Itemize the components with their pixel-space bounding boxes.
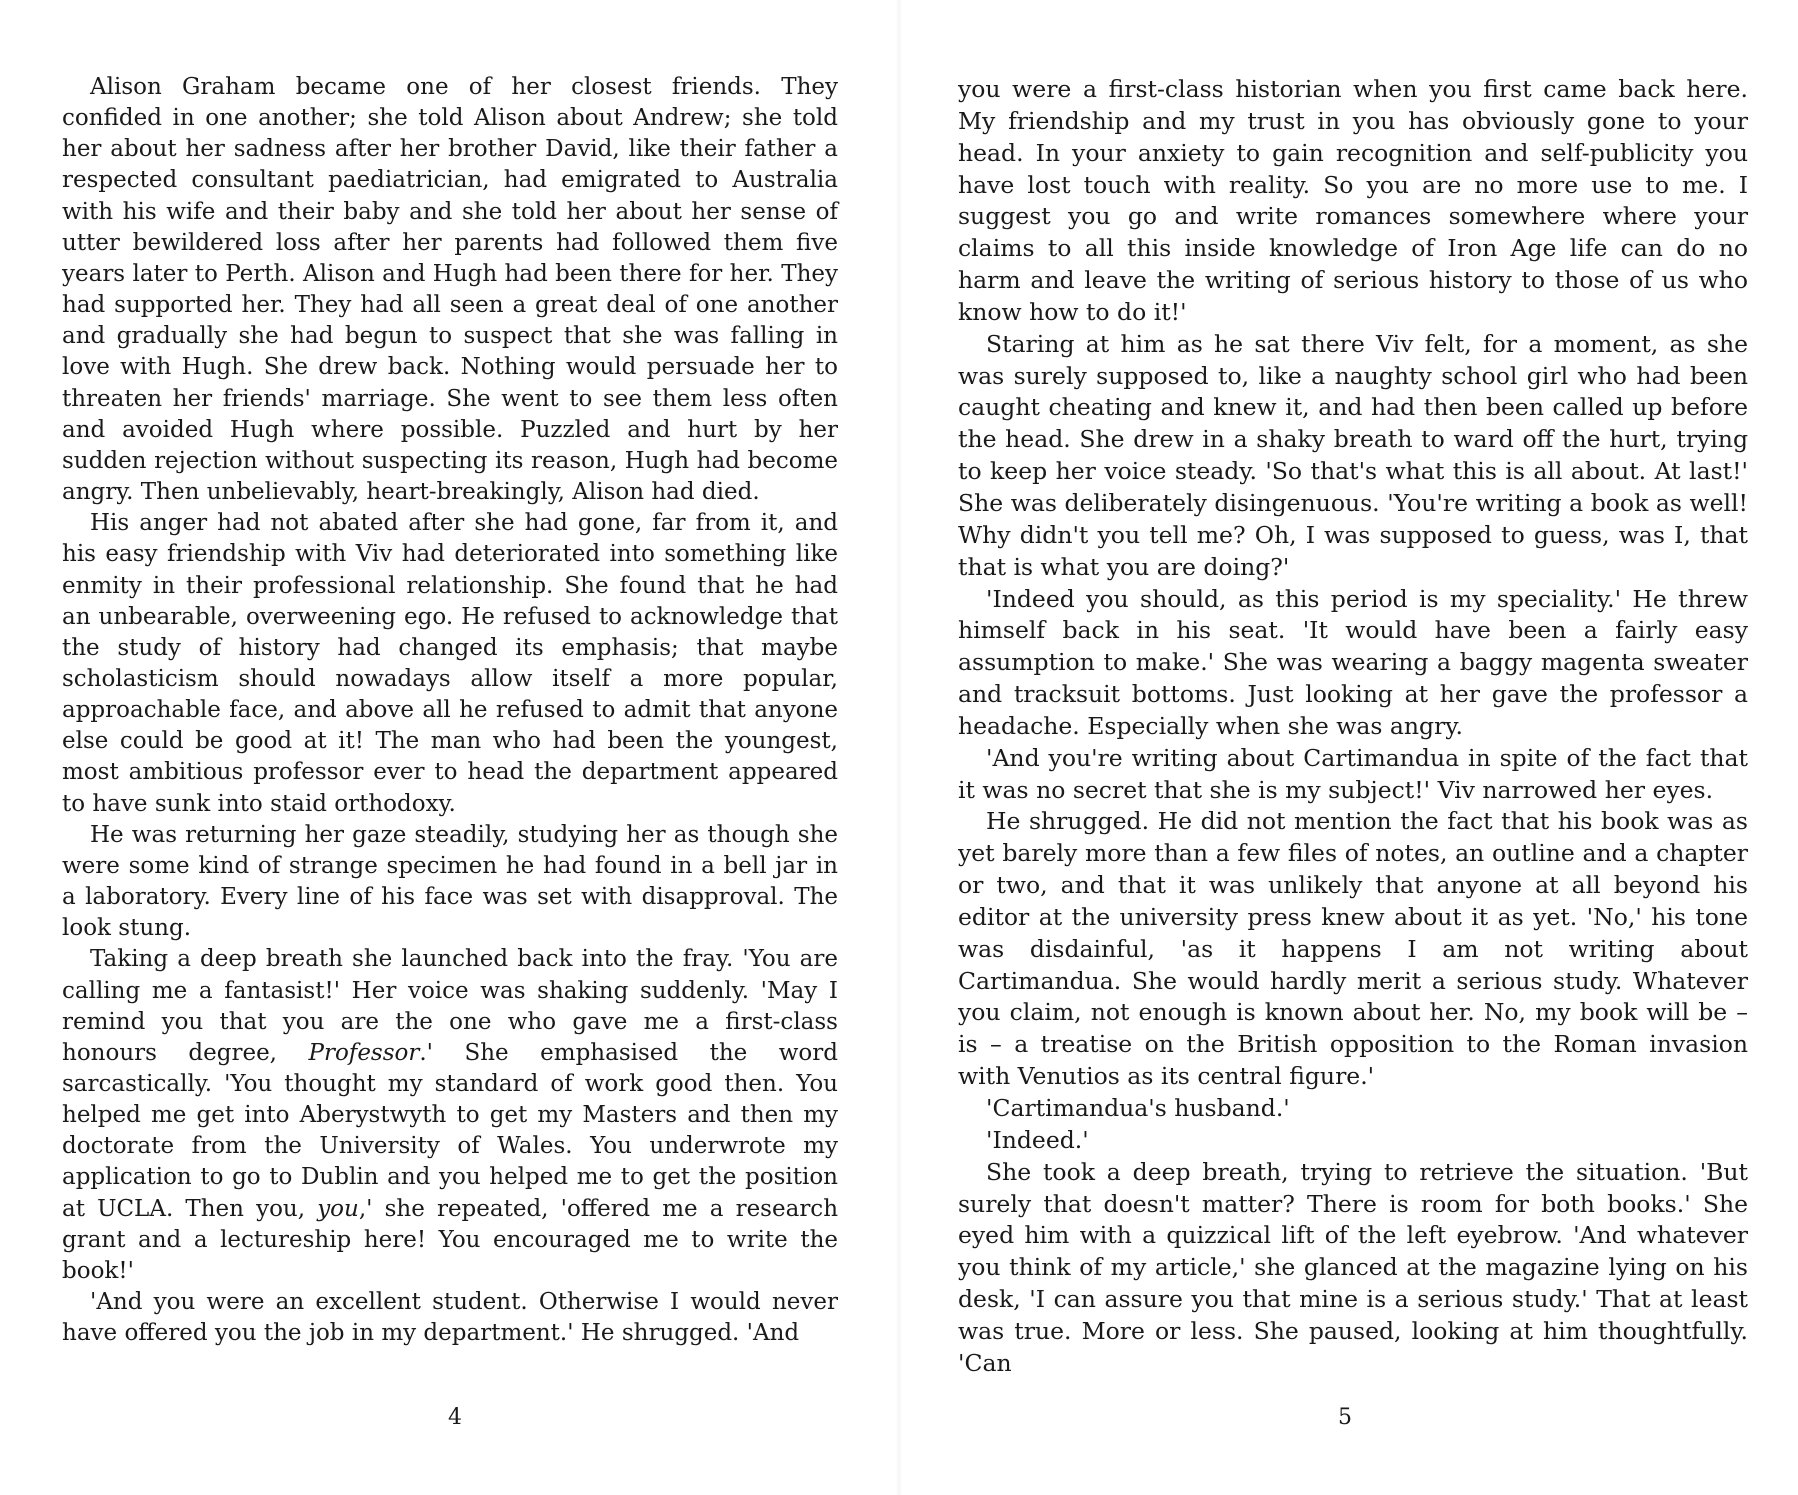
left-page [62, 72, 838, 1349]
book-gutter [896, 0, 902, 1495]
right-paragraph-1: you were a first-class historian when you first came back here. My friendship and my trust in you has obviously gone to your head. In your anxiety to gain recognition and self-publicity you have lost touch with reality. So you are no more use to me. I suggest you go and write romances somewhere where your claims to all this inside knowledge of Iron Age life can do no harm and leave the writing of serious history to those of us who know how to do it!' [958, 75, 1748, 326]
para5-text-3: ,' she repeated, 'offered me a research grant and a lectureship here! You encouraged me to write the book!' [62, 1195, 839, 1284]
left-page-number: 4 [448, 1405, 462, 1430]
right-paragraph-8: She took a deep breath, trying to retrieve the situation. 'But surely that doesn't matter? There is room for both books.' She eyed him with a quizzical lift of the left eyebrow. 'And whatever you think of my article,' she glanced at the magazine lying on his desk, 'I can assure you that mine is a serious study.' That at least was true. More or less. She paused, looking at him thoughtfully. 'Can [958, 1157, 1748, 1377]
right-page-number: 5 [1338, 1405, 1352, 1430]
left-paragraph-2: His anger had not abated after she had gone, far from it, and his easy friendship with Viv had deteriorated into something like enmity in their professional relationship. She found that he had an unbearable, overweening ego. He refused to acknowledge that the study of history had changed its emphasis; that maybe scholasticism should nowadays allow itself a more popular, approachable face, and above all he refused to admit that anyone else could be good at it! The man who had been the youngest, most ambitious professor ever to head the department appeared to have sunk into staid orthodoxy. [62, 510, 838, 817]
para5-italic-you: you [317, 1195, 359, 1222]
right-paragraph-2: Staring at him as he sat there Viv felt, for a moment, as she was surely supposed to, like a naughty school girl who had been caught cheating and knew it, and had then been called up before the head. She drew in a shaky breath to ward off the hurt, trying to keep her voice steady. 'So that's what this is all about. At last!' She was deliberately disingenuous. 'You're writing a book as well! Why didn't you tell me? Oh, I was supposed to guess, was I, that that is what you are doing?' [958, 329, 1748, 581]
right-paragraph-3: 'Indeed you should, as this period is my speciality.' He threw himself back in his seat. 'It would have been a fairly easy assumption to make.' She was wearing a baggy magenta sweater and tracksuit bottoms. Just looking at her gave the professor a headache. Especially when she was angry. [958, 584, 1748, 740]
right-page [958, 74, 1748, 1380]
para5-text-2: .' She emphasised the word sarcastically. 'You thought my standard of work good then. You helped me get into Aberystwyth to get my Masters and then my doctorate from the University of Wales. You underwrote my application to go to Dublin and you helped me to get the position at UCLA. Then you, [62, 1039, 838, 1222]
right-paragraph-6: 'Cartimandua's husband.' [986, 1094, 1290, 1122]
right-paragraph-4: 'And you're writing about Cartimandua in spite of the fact that it was no secret that she is my subject!' Viv narrowed her eyes. [958, 743, 1748, 804]
para5-italic-professor: Professor [308, 1039, 420, 1066]
para5-text-1: Taking a deep breath she launched back into the fray. 'You are calling me a fantasist!' Her voice was shaking suddenly. 'May I remind you that you are the one who gave me a first-class honours degree, [62, 946, 838, 1066]
right-paragraph-7: 'Indeed.' [986, 1125, 1089, 1154]
left-paragraph-1: Alison Graham became one of her closest friends. They confided in one another; she told Alison about Andrew; she told her about her sadness after her brother David, like their father a respected consultant paediatrician, had emigrated to Australia with his wife and their baby and she told her about her sense of utter bewildered loss after her parents had followed them five years later to Perth. Alison and Hugh had been there for her. They had supported her. They had all seen a great deal of one another and gradually she had begun to suspect that she was falling in love with Hugh. She drew back. Nothing would persuade her to threaten her friends' marriage. She went to see them less often and avoided Hugh where possible. Puzzled and hurt by her sudden rejection without suspecting its reason, Hugh had become angry. Then unbelievably, heart-breakingly, Alison had died. [62, 74, 838, 506]
right-paragraph-5: He shrugged. He did not mention the fact that his book was as yet barely more than a few files of notes, an outline and a chapter or two, and that it was unlikely that anyone at all beyond his editor at the university press knew about it as yet. 'No,' his tone was disdainful, 'as it happens I am not writing about Cartimandua. She would hardly merit a serious study. Whatever you claim, not enough is known about her. No, my book will be – is – a treatise on the British opposition to the Roman invasion with Venutios as its central figure.' [958, 807, 1748, 1091]
left-paragraph-3: He was returning her gaze steadily, studying her as though she were some kind of strange specimen he had found in a bell jar in a laboratory. Every line of his face was set with disapproval. The look stung. [62, 821, 838, 942]
left-paragraph-5: 'And you were an excellent student. Otherwise I would never have offered you the job in my department.' He shrugged. 'And [62, 1289, 838, 1347]
left-paragraph-4 [62, 944, 838, 1287]
